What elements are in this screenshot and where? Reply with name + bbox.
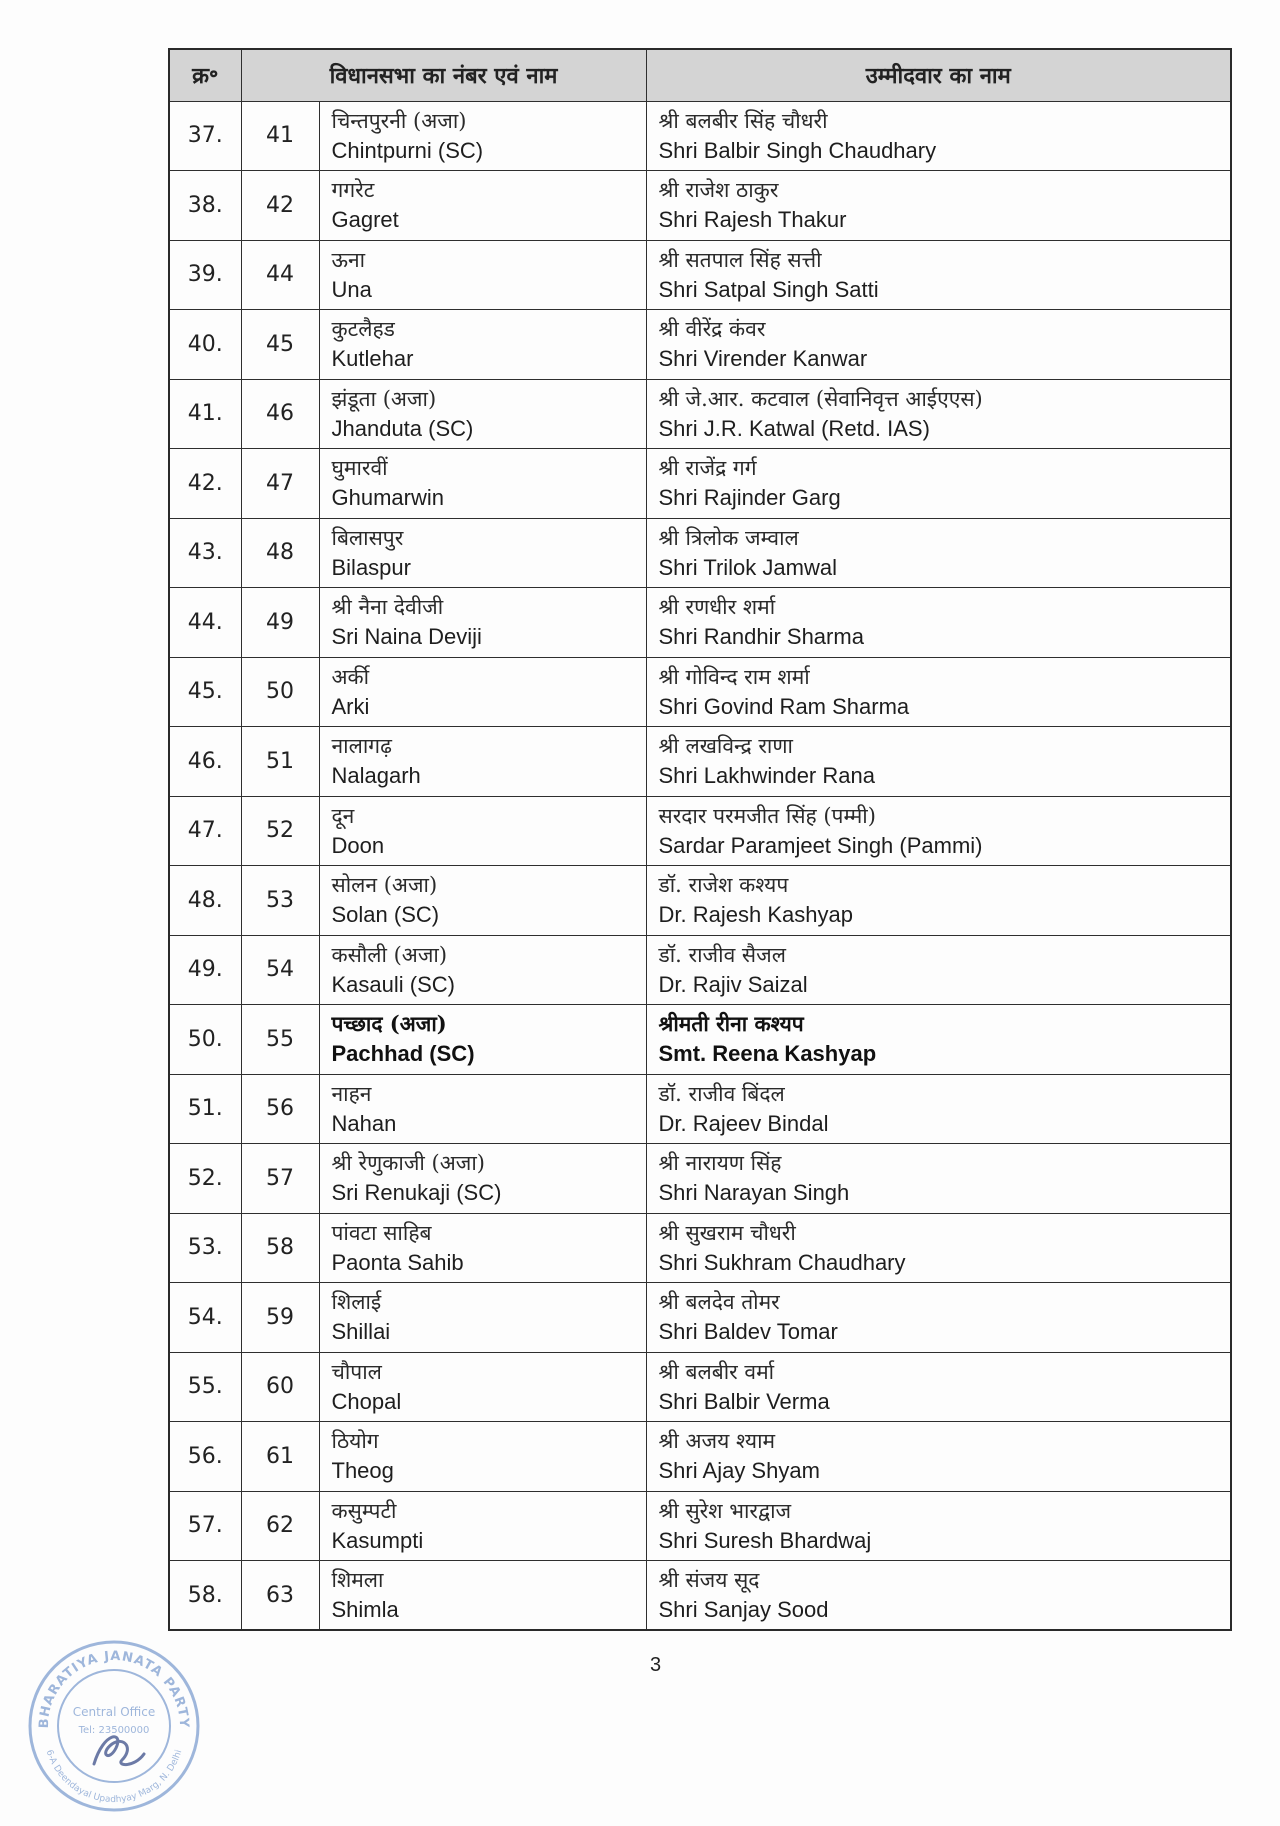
candidate-name-english: Shri Sanjay Sood <box>658 1597 829 1622</box>
constituency-name-hindi: चौपाल <box>331 1359 382 1384</box>
constituency-name-hindi: गगरेट <box>331 178 375 203</box>
constituency-name-hindi: पच्छाद (अजा) <box>331 1011 447 1037</box>
constituency-cell <box>319 1561 646 1631</box>
constituency-number: 61 <box>241 1422 319 1492</box>
constituency-name-hindi: शिमला <box>331 1568 384 1592</box>
constituency-cell <box>319 310 646 380</box>
candidate-cell <box>646 588 1231 658</box>
candidate-name-hindi: सरदार परमजीत सिंह (पम्मी) <box>658 803 876 828</box>
candidate-name-english: Shri Trilok Jamwal <box>658 554 837 580</box>
serial-number: 58. <box>169 1561 241 1631</box>
candidate-name-english: Shri Balbir Singh Chaudhary <box>658 137 937 163</box>
table-row <box>169 796 1231 866</box>
constituency-cell <box>319 935 646 1005</box>
constituency-cell <box>319 1283 646 1353</box>
header-candidate: उम्मीदवार का नाम <box>646 49 1231 101</box>
constituency-cell <box>319 101 646 171</box>
candidate-name-hindi: श्री बलदेव तोमर <box>658 1290 780 1315</box>
candidate-cell <box>646 1352 1231 1422</box>
constituency-cell <box>319 657 646 727</box>
candidate-name-hindi: श्री सुरेश भारद्वाज <box>658 1498 792 1523</box>
header-serial: क्र॰ <box>169 49 241 101</box>
candidate-cell <box>646 310 1231 380</box>
constituency-cell <box>319 1352 646 1422</box>
constituency-name-english: Bilaspur <box>331 554 411 580</box>
constituency-name-english: Sri Renukaji (SC) <box>331 1180 502 1206</box>
serial-number: 41. <box>169 379 241 449</box>
candidate-name-english: Shri Rajesh Thakur <box>658 207 847 233</box>
table-row <box>169 1561 1231 1631</box>
constituency-name-hindi: सोलन (अजा) <box>331 873 438 898</box>
candidate-name-english: Dr. Rajeev Bindal <box>658 1110 829 1136</box>
constituency-name-english: Jhanduta (SC) <box>331 415 474 441</box>
table-row <box>169 657 1231 727</box>
constituency-number: 56 <box>241 1074 319 1144</box>
table-row <box>169 588 1231 658</box>
constituency-cell <box>319 727 646 797</box>
constituency-name-english: Chintpurni (SC) <box>331 137 484 163</box>
serial-number: 42. <box>169 449 241 519</box>
table-header-row <box>169 49 1231 101</box>
seal-bottom-text: 6-A Deendayal Upadhyay Marg, N. Delhi <box>43 1748 185 1806</box>
candidate-cell <box>646 727 1231 797</box>
constituency-number: 54 <box>241 935 319 1005</box>
serial-number: 54. <box>169 1283 241 1353</box>
table-row <box>169 101 1231 171</box>
candidate-cell <box>646 449 1231 519</box>
constituency-number: 49 <box>241 588 319 658</box>
candidate-cell <box>646 796 1231 866</box>
candidate-name-hindi: श्री रणधीर शर्मा <box>658 595 776 620</box>
page-number: 3 <box>650 1654 662 1676</box>
header-constituency: विधानसभा का नंबर एवं नाम <box>241 49 646 101</box>
constituency-name-english: Una <box>331 276 372 302</box>
constituency-number: 51 <box>241 727 319 797</box>
constituency-name-hindi: नाहन <box>331 1081 372 1106</box>
constituency-name-english: Doon <box>331 832 385 858</box>
serial-number: 40. <box>169 310 241 380</box>
candidate-name-english: Shri Baldev Tomar <box>658 1319 838 1345</box>
candidate-name-hindi: श्री नारायण सिंह <box>658 1151 782 1176</box>
serial-number: 52. <box>169 1144 241 1214</box>
constituency-number: 48 <box>241 518 319 588</box>
candidate-cell <box>646 1491 1231 1561</box>
table-row <box>169 240 1231 310</box>
constituency-cell <box>319 449 646 519</box>
constituency-number: 62 <box>241 1491 319 1561</box>
candidate-name-hindi: श्री संजय सूद <box>658 1568 760 1592</box>
constituency-cell <box>319 379 646 449</box>
candidate-name-hindi: श्री सतपाल सिंह सत्ती <box>658 247 822 272</box>
constituency-name-english: Nalagarh <box>331 763 421 789</box>
serial-number: 51. <box>169 1074 241 1144</box>
candidate-name-hindi: डॉ. राजीव सैजल <box>658 942 786 967</box>
candidate-cell <box>646 1561 1231 1631</box>
constituency-name-english: Chopal <box>331 1388 402 1414</box>
candidate-name-hindi: श्री गोविन्द राम शर्मा <box>658 664 810 689</box>
serial-number: 55. <box>169 1352 241 1422</box>
constituency-name-english: Sri Naina Deviji <box>331 624 482 650</box>
serial-number: 46. <box>169 727 241 797</box>
candidate-name-english: Dr. Rajesh Kashyap <box>658 902 853 928</box>
candidate-name-english: Shri Suresh Bhardwaj <box>658 1527 872 1553</box>
constituency-cell <box>319 1491 646 1561</box>
candidate-name-hindi: श्री अजय श्याम <box>658 1429 776 1454</box>
seal-ring-text: BHARATIYA JANATA PARTY <box>36 1648 192 1729</box>
serial-number: 37. <box>169 101 241 171</box>
table-row <box>169 1491 1231 1561</box>
candidate-cell <box>646 657 1231 727</box>
candidate-name-hindi: श्री राजेंद्र गर्ग <box>658 456 757 481</box>
constituency-name-hindi: शिलाई <box>331 1290 382 1315</box>
constituency-name-english: Arki <box>331 693 370 719</box>
candidate-name-english: Shri Narayan Singh <box>658 1180 850 1206</box>
constituency-cell <box>319 1074 646 1144</box>
candidate-name-hindi: श्री वीरेंद्र कंवर <box>658 317 766 342</box>
constituency-name-english: Theog <box>331 1458 394 1484</box>
table-row <box>169 727 1231 797</box>
table-row <box>169 449 1231 519</box>
constituency-number: 47 <box>241 449 319 519</box>
serial-number: 53. <box>169 1213 241 1283</box>
serial-number: 50. <box>169 1005 241 1075</box>
candidate-name-english: Shri Randhir Sharma <box>658 624 864 650</box>
constituency-number: 53 <box>241 866 319 936</box>
serial-number: 48. <box>169 866 241 936</box>
candidate-name-english: Sardar Paramjeet Singh (Pammi) <box>658 832 983 858</box>
candidate-name-english: Smt. Reena Kashyap <box>658 1041 877 1067</box>
seal-tel-text: Tel: 23500000 <box>78 1725 150 1736</box>
constituency-cell <box>319 171 646 241</box>
constituency-name-hindi: दून <box>331 803 355 828</box>
constituency-number: 52 <box>241 796 319 866</box>
constituency-number: 41 <box>241 101 319 171</box>
constituency-number: 55 <box>241 1005 319 1075</box>
candidate-cell <box>646 1074 1231 1144</box>
seal-center-text: Central Office <box>72 1705 156 1719</box>
constituency-name-hindi: झंडूता (अजा) <box>331 386 437 411</box>
serial-number: 44. <box>169 588 241 658</box>
table-row <box>169 1005 1231 1075</box>
candidate-cell <box>646 379 1231 449</box>
constituency-name-english: Kasumpti <box>331 1527 424 1553</box>
constituency-cell <box>319 240 646 310</box>
candidate-cell <box>646 518 1231 588</box>
candidate-cell <box>646 935 1231 1005</box>
constituency-name-hindi: ठियोग <box>331 1429 379 1454</box>
party-seal-stamp <box>24 1636 204 1816</box>
table-row <box>169 1283 1231 1353</box>
table-row <box>169 1144 1231 1214</box>
candidate-name-hindi: श्री त्रिलोक जम्वाल <box>658 525 799 550</box>
candidate-name-hindi: श्री बलबीर सिंह चौधरी <box>658 108 828 133</box>
candidate-cell <box>646 101 1231 171</box>
constituency-number: 42 <box>241 171 319 241</box>
table-row <box>169 1422 1231 1492</box>
constituency-name-english: Solan (SC) <box>331 902 440 928</box>
constituency-cell <box>319 1213 646 1283</box>
candidate-name-hindi: डॉ. राजीव बिंदल <box>658 1081 785 1106</box>
constituency-name-hindi: घुमारवीं <box>331 456 388 481</box>
constituency-name-hindi: ऊना <box>331 247 366 272</box>
candidate-cell <box>646 866 1231 936</box>
constituency-name-hindi: चिन्तपुरनी (अजा) <box>331 108 467 133</box>
constituency-number: 50 <box>241 657 319 727</box>
table-row <box>169 866 1231 936</box>
candidate-name-english: Shri Ajay Shyam <box>658 1458 820 1484</box>
constituency-number: 45 <box>241 310 319 380</box>
constituency-name-hindi: श्री नैना देवीजी <box>331 595 444 620</box>
constituency-name-hindi: कसौली (अजा) <box>331 942 448 967</box>
constituency-name-english: Shimla <box>331 1597 399 1622</box>
constituency-number: 44 <box>241 240 319 310</box>
candidate-name-english: Shri Govind Ram Sharma <box>658 693 910 719</box>
serial-number: 45. <box>169 657 241 727</box>
constituency-name-hindi: पांवटा साहिब <box>331 1220 432 1245</box>
table-row <box>169 171 1231 241</box>
constituency-name-english: Kasauli (SC) <box>331 971 455 997</box>
serial-number: 39. <box>169 240 241 310</box>
candidate-name-english: Shri Rajinder Garg <box>658 485 841 511</box>
constituency-name-english: Pachhad (SC) <box>331 1041 475 1067</box>
candidate-name-hindi: श्री जे.आर. कटवाल (सेवानिवृत्त आईएएस) <box>658 386 983 411</box>
candidate-list-table <box>168 48 1232 1631</box>
constituency-name-hindi: कुटलैहड <box>331 317 395 342</box>
constituency-number: 60 <box>241 1352 319 1422</box>
svg-text:6-A Deendayal Upadhyay Marg, N <box>44 1749 185 1805</box>
table-row <box>169 1074 1231 1144</box>
constituency-number: 59 <box>241 1283 319 1353</box>
candidate-cell <box>646 1283 1231 1353</box>
constituency-cell <box>319 1144 646 1214</box>
table-row <box>169 935 1231 1005</box>
candidate-cell <box>646 1144 1231 1214</box>
constituency-number: 57 <box>241 1144 319 1214</box>
candidate-name-hindi: श्री बलबीर वर्मा <box>658 1359 775 1384</box>
candidate-name-hindi: श्रीमती रीना कश्यप <box>658 1011 804 1037</box>
table-row <box>169 1213 1231 1283</box>
constituency-name-hindi: श्री रेणुकाजी (अजा) <box>331 1151 485 1176</box>
constituency-cell <box>319 588 646 658</box>
candidate-name-english: Dr. Rajiv Saizal <box>658 971 808 997</box>
serial-number: 43. <box>169 518 241 588</box>
signature-icon <box>94 1737 144 1765</box>
candidate-name-english: Shri Lakhwinder Rana <box>658 763 875 789</box>
constituency-name-hindi: बिलासपुर <box>331 525 404 550</box>
candidate-cell <box>646 1422 1231 1492</box>
constituency-cell <box>319 1422 646 1492</box>
table-row <box>169 310 1231 380</box>
table-row <box>169 379 1231 449</box>
candidate-name-english: Shri Virender Kanwar <box>658 346 868 372</box>
candidate-name-english: Shri Balbir Verma <box>658 1388 830 1414</box>
constituency-cell <box>319 866 646 936</box>
candidate-cell <box>646 240 1231 310</box>
serial-number: 56. <box>169 1422 241 1492</box>
candidate-cell <box>646 171 1231 241</box>
candidate-name-hindi: श्री राजेश ठाकुर <box>658 178 779 203</box>
constituency-cell <box>319 1005 646 1075</box>
constituency-number: 58 <box>241 1213 319 1283</box>
candidate-name-hindi: डॉ. राजेश कश्यप <box>658 873 789 898</box>
constituency-name-english: Kutlehar <box>331 346 414 372</box>
constituency-name-english: Paonta Sahib <box>331 1249 464 1275</box>
constituency-name-hindi: नालागढ़ <box>331 734 392 759</box>
constituency-name-english: Shillai <box>331 1319 391 1345</box>
table-row <box>169 518 1231 588</box>
serial-number: 49. <box>169 935 241 1005</box>
candidate-name-english: Shri J.R. Katwal (Retd. IAS) <box>658 415 930 441</box>
constituency-cell <box>319 796 646 866</box>
candidate-name-english: Shri Satpal Singh Satti <box>658 276 879 302</box>
constituency-cell <box>319 518 646 588</box>
candidate-name-hindi: श्री लखविन्द्र राणा <box>658 734 793 759</box>
candidate-cell <box>646 1213 1231 1283</box>
constituency-number: 46 <box>241 379 319 449</box>
serial-number: 47. <box>169 796 241 866</box>
table-row <box>169 1352 1231 1422</box>
constituency-name-hindi: अर्की <box>331 664 370 689</box>
constituency-name-english: Ghumarwin <box>331 485 444 511</box>
candidate-cell <box>646 1005 1231 1075</box>
candidate-name-hindi: श्री सुखराम चौधरी <box>658 1220 796 1245</box>
constituency-name-hindi: कसुम्पटी <box>331 1498 397 1523</box>
serial-number: 57. <box>169 1491 241 1561</box>
constituency-number: 63 <box>241 1561 319 1631</box>
candidate-name-english: Shri Sukhram Chaudhary <box>658 1249 906 1275</box>
constituency-name-english: Nahan <box>331 1110 397 1136</box>
serial-number: 38. <box>169 171 241 241</box>
constituency-name-english: Gagret <box>331 207 399 233</box>
